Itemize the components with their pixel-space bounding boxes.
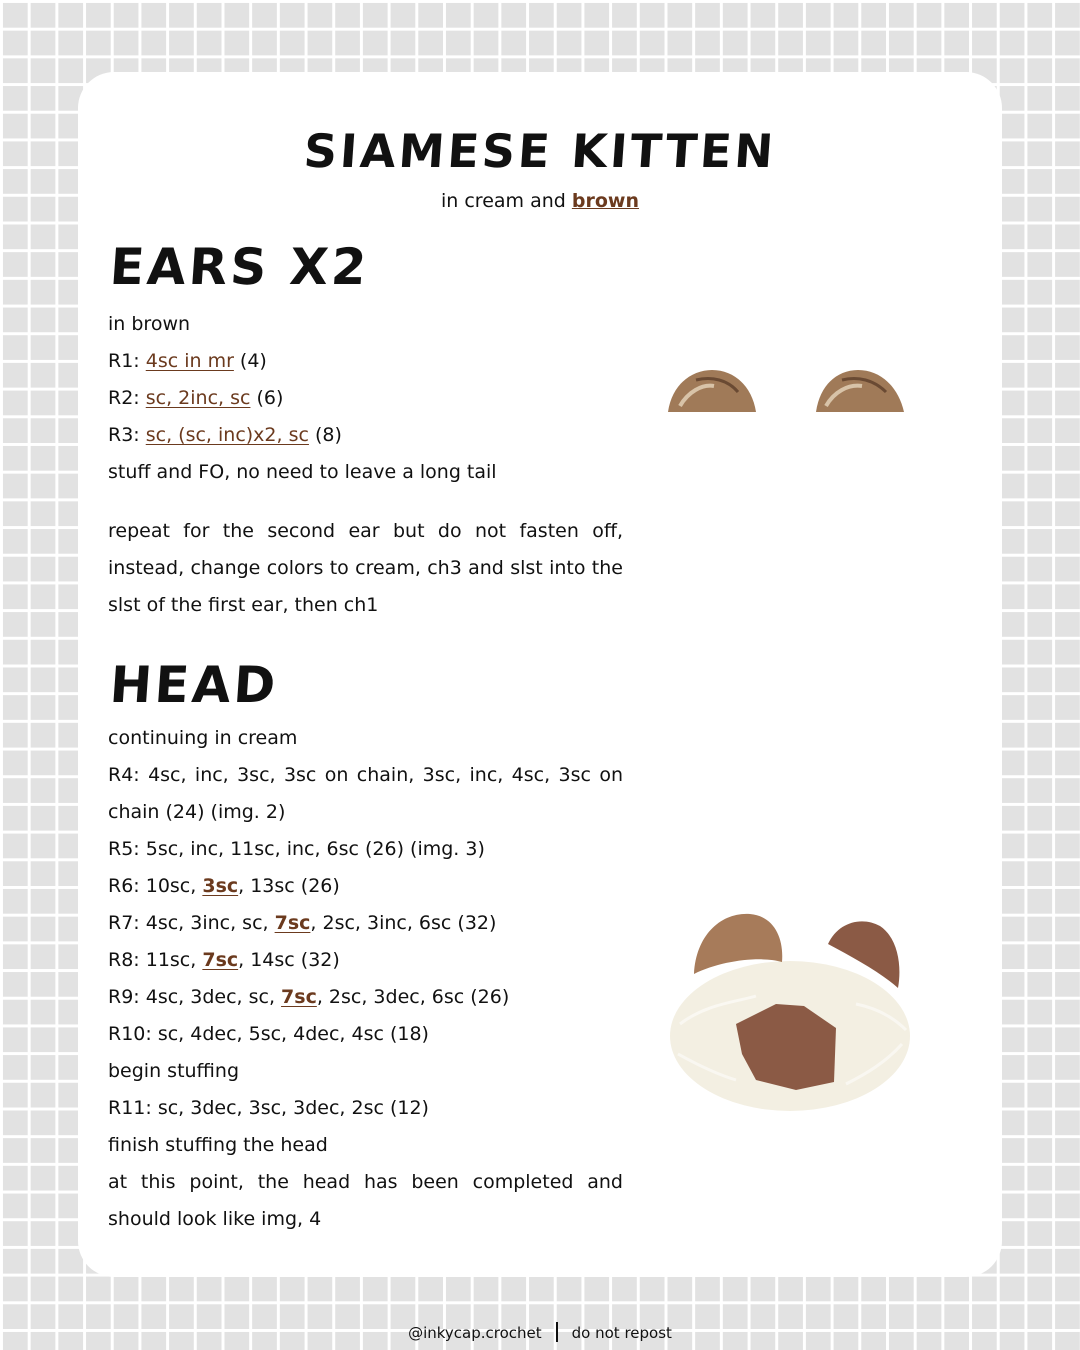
head-instructions <box>108 720 623 1238</box>
head-heading: HEAD <box>108 656 281 714</box>
stitch-link[interactable]: 7sc <box>202 949 239 971</box>
row-label: R3: <box>108 424 146 446</box>
ear-right-image <box>816 370 904 412</box>
row-text: , 2sc, 3inc, 6sc (32) <box>310 912 497 934</box>
head-completed-note: at this point, the head has been completed and should look like img, 4 <box>108 1171 623 1230</box>
row-text: R9: 4sc, 3dec, sc, <box>108 986 282 1008</box>
stitch-link[interactable]: 7sc <box>281 986 317 1008</box>
stitch-link[interactable]: 4sc in mr <box>145 350 234 372</box>
begin-stuffing-note: begin stuffing <box>108 1060 240 1082</box>
row-count: (4) <box>233 350 267 372</box>
footer-divider <box>556 1322 558 1342</box>
head-color-note: continuing in cream <box>108 727 298 749</box>
head-row-10: R10: sc, 4dec, 5sc, 4dec, 4sc (18) <box>108 1023 429 1045</box>
row-text: , 2sc, 3dec, 6sc (26) <box>316 986 510 1008</box>
ears-photo <box>666 362 906 414</box>
finish-stuffing-note: finish stuffing the head <box>108 1134 328 1156</box>
stitch-link[interactable]: sc, (sc, inc)x2, sc <box>145 424 309 446</box>
head-row-7 <box>108 905 623 942</box>
head-row-5: R5: 5sc, inc, 11sc, inc, 6sc (26) (img. 3) <box>108 838 485 860</box>
ears-repeat-note: repeat for the second ear but do not fasten off, instead, change colors to cream, ch3 and slst into the slst of the first ear, then ch1 <box>108 520 623 616</box>
ears-row-3 <box>108 417 623 454</box>
head-photo <box>666 904 916 1114</box>
row-label: R2: <box>108 387 146 409</box>
head-row-4: R4: 4sc, inc, 3sc, 3sc on chain, 3sc, inc, 4sc, 3sc on chain (24) (img. 2) <box>108 764 623 823</box>
row-count: (8) <box>308 424 342 446</box>
row-text: R6: 10sc, <box>108 875 203 897</box>
subtitle-brown-link[interactable]: brown <box>571 190 639 212</box>
ears-row-1 <box>108 343 623 380</box>
stitch-link[interactable]: 3sc <box>202 875 239 897</box>
head-row-6 <box>108 868 623 905</box>
row-text: , 13sc (26) <box>238 875 340 897</box>
head-row-8 <box>108 942 623 979</box>
footer-handle: @inkycap.crochet <box>408 1324 542 1342</box>
footer-note: do not repost <box>571 1324 672 1342</box>
ears-finish: stuff and FO, no need to leave a long tail <box>108 461 497 483</box>
footer <box>0 1322 1080 1342</box>
stitch-link[interactable]: 7sc <box>274 912 311 934</box>
ears-heading: EARS X2 <box>108 238 372 296</box>
ears-color-note: in brown <box>108 313 191 335</box>
head-row-11: R11: sc, 3dec, 3sc, 3dec, 2sc (12) <box>108 1097 429 1119</box>
head-row-9 <box>108 979 623 1016</box>
row-text: R8: 11sc, <box>108 949 203 971</box>
row-count: (6) <box>250 387 284 409</box>
row-label: R1: <box>108 350 146 372</box>
stitch-link[interactable]: sc, 2inc, sc <box>145 387 251 409</box>
ears-row-2 <box>108 380 623 417</box>
subtitle-prefix: in cream and <box>441 190 572 212</box>
pattern-card <box>78 72 1002 1277</box>
subtitle <box>78 190 1002 212</box>
ears-instructions <box>108 306 623 624</box>
row-text: R7: 4sc, 3inc, sc, <box>108 912 275 934</box>
row-text: , 14sc (32) <box>238 949 340 971</box>
page-title: SIAMESE KITTEN <box>302 124 778 178</box>
